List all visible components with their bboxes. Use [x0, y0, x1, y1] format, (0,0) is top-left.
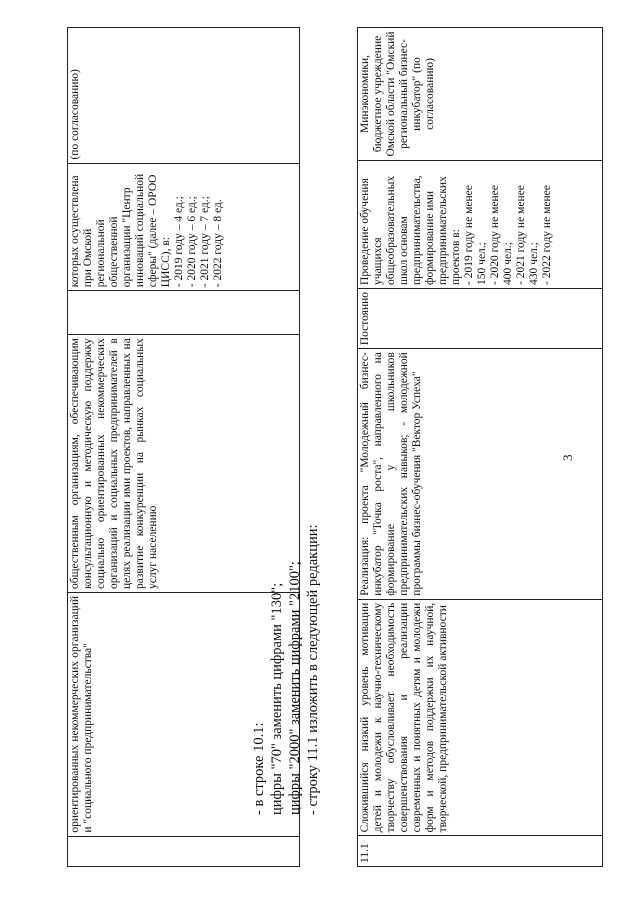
top-col4-line: которых осуществлена — [69, 175, 81, 288]
page-number: 3 — [560, 454, 575, 461]
top-col4-line: при Омской — [82, 228, 94, 288]
bottom-col4-line: - 2022 году не менее — [541, 185, 553, 285]
top-col4-line: организации "Центр — [121, 187, 133, 288]
top-col4-line: - 2021 году – 7 ед.; — [199, 196, 211, 288]
bottom-col4-line: формирование ими — [424, 191, 436, 285]
top-col1-cell: ориентированных некоммерческих организаций и "социального предпринимательства" — [68, 592, 300, 836]
top-col4-line: ЦИСС), в: — [160, 237, 172, 288]
instruction-line: - в строке 10.1: — [251, 722, 267, 815]
bottom-col4-cell — [358, 160, 603, 288]
top-col4-cell — [68, 163, 300, 291]
top-col4-line: - 2022 году – 8 ед. — [212, 199, 224, 288]
top-col4-line: сферы" (далее – ОРОО — [147, 174, 159, 288]
bottom-col4-line: - 2019 году не менее — [463, 185, 475, 285]
bottom-col2-cell: Реализация: проекта "Молодежный бизнес-инкубатор "Точка роста", направленного на формирование у школьников предпринимательских навыков; - молодежной программы бизнес-обучения "Вектор Успеха" — [358, 349, 603, 600]
bottom-col4-line: - 2021 году не менее — [515, 185, 527, 285]
bottom-col4-line: - 2020 году не менее — [489, 185, 501, 285]
bottom-col4-line: Проведение обучения — [359, 178, 371, 285]
amendment-instructions — [250, 524, 322, 815]
top-col4-line: инноваций социальной — [134, 173, 146, 288]
top-col4-line: региональной — [95, 219, 107, 288]
top-col5-cell: (по согласованию) — [68, 28, 300, 164]
bottom-col1-cell: Сложившийся низкий уровень мотивации детей и молодежи к научно-техническому творчеству обусловливает необходимость совершенствования и реализации современных и понятных детям и молодежи форм и методов поддержки их научной, творческой, предпринимательской активности — [358, 599, 603, 836]
table-row — [358, 28, 603, 867]
bottom-col4-line: учащихся — [372, 237, 384, 285]
bottom-col3-cell: Постоянно — [358, 288, 603, 348]
top-col2-cell: общественным организациям, обеспечивающим консультационную и методическую поддержку социально ориентированных некоммерческих организаций и социальных предпринимателей в целях реализации ими проектов, направленных на развитие конкуренции на рынках социальных услуг населению — [68, 335, 300, 593]
top-col4-line: общественной — [108, 216, 120, 288]
bottom-col4-line: школ основам — [398, 216, 410, 285]
bottom-col4-line: 150 чел.; — [476, 242, 488, 285]
instruction-line: - строку 11.1 изложить в следующей редакции: — [305, 524, 321, 815]
instruction-line: цифры "70" заменить цифрами "130"; — [269, 582, 285, 815]
row-number-cell: 11.1 — [358, 836, 603, 867]
bottom-col4-line: 430 чел.; — [528, 242, 540, 285]
instruction-line: цифры "2000" заменить цифрами "2100"; — [287, 561, 303, 815]
top-col3-cell — [68, 291, 300, 335]
table-bottom — [357, 27, 603, 867]
bottom-col4-line: предпринимательства, — [411, 175, 423, 285]
bottom-col4-line: проектов в: — [450, 229, 462, 285]
bottom-col4-line: общеобразовательных — [385, 175, 397, 285]
empty-number-cell — [68, 836, 300, 866]
bottom-col4-line: 400 чел.; — [502, 242, 514, 285]
bottom-col4-line: предпринимательских — [437, 176, 449, 285]
bottom-col5-cell: Минэкономики, бюджетное учреждение Омской области "Омский региональный бизнес-инкубатор" (по согласованию) — [358, 28, 603, 161]
top-col4-line: - 2020 году – 6 ед.; — [186, 196, 198, 288]
top-col4-line: - 2019 году – 4 ед.; — [173, 196, 185, 288]
